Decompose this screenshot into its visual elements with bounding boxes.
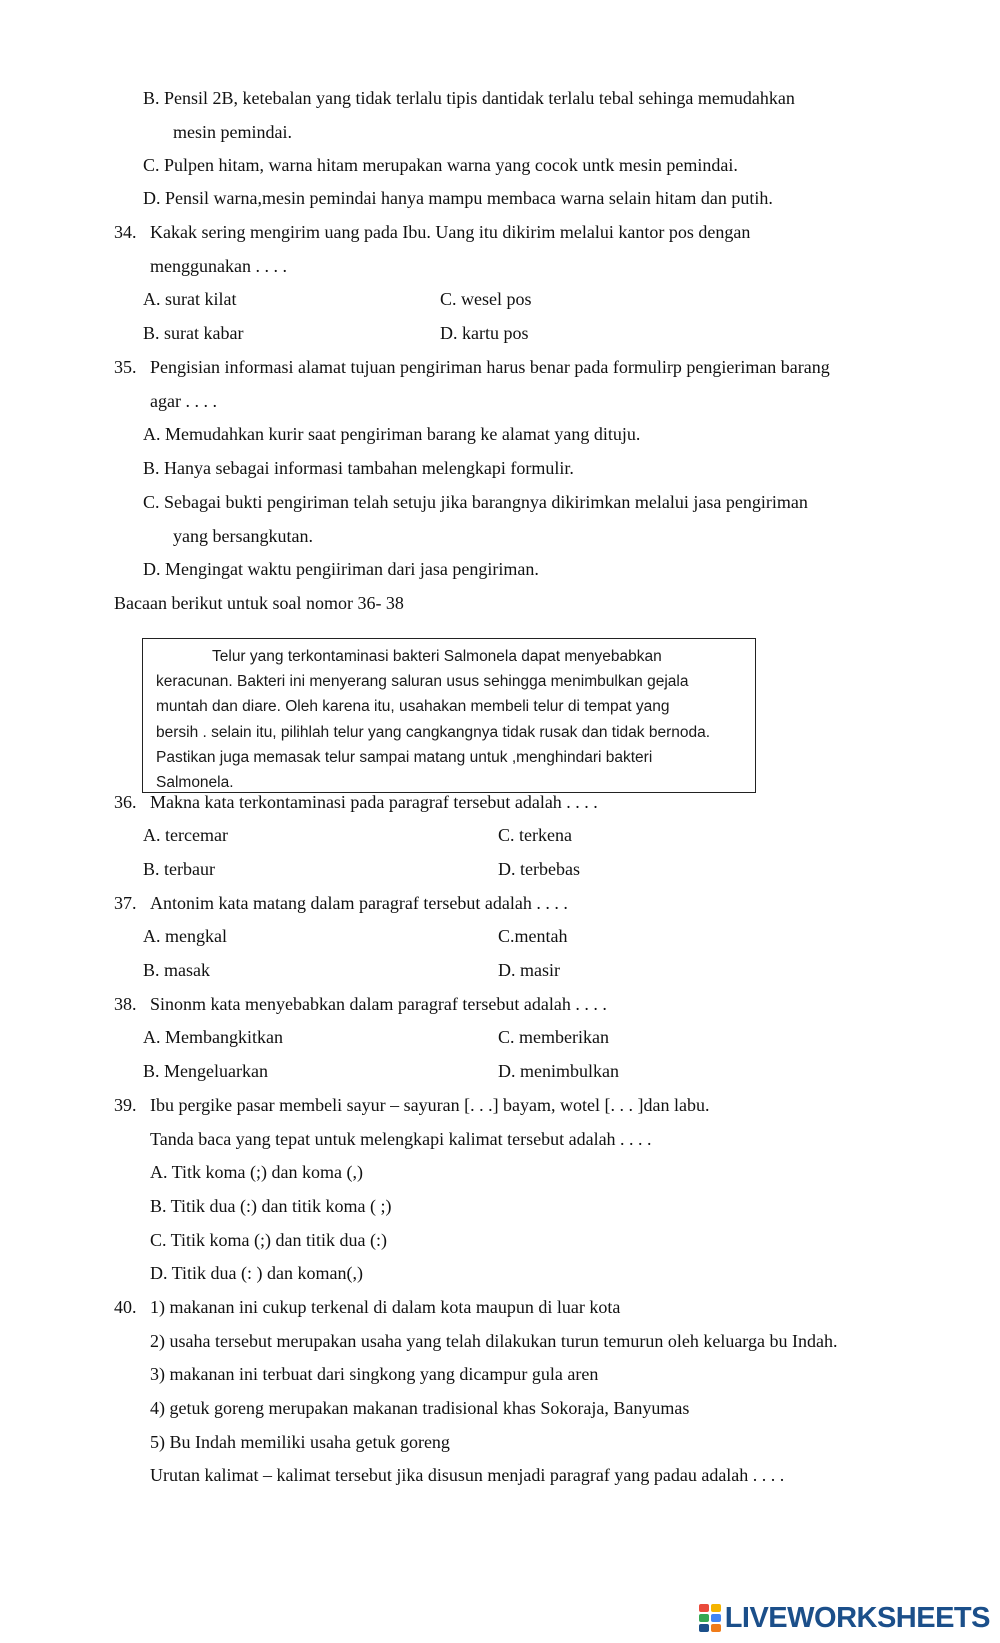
q36-number: 36. — [114, 792, 137, 812]
q33-option-b: B. Pensil 2B, ketebalan yang tidak terlalu tipis dantidak terlalu tebal sehinga memudahkan — [143, 88, 795, 108]
q35-option-a: A. Memudahkan kurir saat pengiriman barang ke alamat yang dituju. — [143, 424, 641, 444]
q35-option-d: D. Mengingat waktu pengiiriman dari jasa pengiriman. — [143, 559, 539, 579]
q33-option-d: D. Pensil warna,mesin pemindai hanya mampu membaca warna selain hitam dan putih. — [143, 188, 773, 208]
passage-line: Telur yang terkontaminasi bakteri Salmonela dapat menyebabkan — [212, 648, 662, 665]
q38-text: Sinonm kata menyebabkan dalam paragraf tersebut adalah . . . . — [150, 994, 607, 1014]
q34-text: Kakak sering mengirim uang pada Ibu. Uang itu dikirim melalui kantor pos dengan — [150, 222, 751, 242]
q33-option-c: C. Pulpen hitam, warna hitam merupakan warna yang cocok untk mesin pemindai. — [143, 155, 738, 175]
q40-sentence-2: 2) usaha tersebut merupakan usaha yang telah dilakukan turun temurun oleh keluarga bu Indah. — [150, 1331, 838, 1351]
q34-option-d: D. kartu pos — [440, 323, 529, 343]
q38-number: 38. — [114, 994, 137, 1014]
q40-sentence-5: 5) Bu Indah memiliki usaha getuk goreng — [150, 1432, 450, 1452]
liveworksheets-icon — [699, 1604, 721, 1632]
q37-option-d: D. masir — [498, 960, 560, 980]
q34-option-b: B. surat kabar — [143, 323, 244, 343]
reading-passage — [156, 644, 750, 795]
q39-number: 39. — [114, 1095, 137, 1115]
logo-tile — [711, 1624, 721, 1632]
q40-sentence-1: 1) makanan ini cukup terkenal di dalam kota maupun di luar kota — [150, 1297, 621, 1317]
brand-name: LIVEWORKSHEETS — [724, 1601, 990, 1634]
q40-question: Urutan kalimat – kalimat tersebut jika disusun menjadi paragraf yang padau adalah . . . . — [150, 1465, 785, 1485]
q37-text: Antonim kata matang dalam paragraf tersebut adalah . . . . — [150, 893, 568, 913]
q40-sentence-4: 4) getuk goreng merupakan makanan tradisional khas Sokoraja, Banyumas — [150, 1398, 690, 1418]
passage-line: Salmonela. — [156, 774, 234, 792]
reading-intro: Bacaan berikut untuk soal nomor 36- 38 — [114, 593, 404, 613]
q35-option-c: C. Sebagai bukti pengiriman telah setuju jika barangnya dikirimkan melalui jasa pengiriman — [143, 492, 808, 512]
q40-number: 40. — [114, 1297, 137, 1317]
q36-option-a: A. tercemar — [143, 825, 228, 845]
q35-option-b: B. Hanya sebagai informasi tambahan melengkapi formulir. — [143, 458, 574, 478]
q35-text-cont: agar . . . . — [150, 391, 217, 411]
q37-option-b: B. masak — [143, 960, 210, 980]
q39-text-cont: Tanda baca yang tepat untuk melengkapi kalimat tersebut adalah . . . . — [150, 1129, 652, 1149]
q34-option-a: A. surat kilat — [143, 289, 237, 309]
q38-option-a: A. Membangkitkan — [143, 1027, 283, 1047]
q36-option-b: B. terbaur — [143, 859, 215, 879]
q34-option-c: C. wesel pos — [440, 289, 532, 309]
q38-option-b: B. Mengeluarkan — [143, 1061, 268, 1081]
logo-tile — [699, 1604, 709, 1612]
passage-line: muntah dan diare. Oleh karena itu, usahakan membeli telur di tempat yang — [156, 698, 670, 716]
q38-option-d: D. menimbulkan — [498, 1061, 619, 1081]
passage-line: bersih . selain itu, pilihlah telur yang cangkangnya tidak rusak dan tidak bernoda. — [156, 723, 711, 741]
logo-tile — [699, 1624, 709, 1632]
q36-option-d: D. terbebas — [498, 859, 580, 879]
q39-option-d: D. Titik dua (: ) dan koman(,) — [150, 1263, 363, 1283]
logo-tile — [711, 1614, 721, 1622]
q34-number: 34. — [114, 222, 137, 242]
passage-line: keracunan. Bakteri ini menyerang saluran usus sehingga menimbulkan gejala — [156, 673, 689, 691]
q35-number: 35. — [114, 357, 137, 377]
q35-option-c-cont: yang bersangkutan. — [173, 526, 313, 546]
q39-option-c: C. Titik koma (;) dan titik dua (:) — [150, 1230, 387, 1250]
q36-text: Makna kata terkontaminasi pada paragraf tersebut adalah . . . . — [150, 792, 598, 812]
q40-sentence-3: 3) makanan ini terbuat dari singkong yang dicampur gula aren — [150, 1364, 599, 1384]
q38-option-c: C. memberikan — [498, 1027, 609, 1047]
q37-number: 37. — [114, 893, 137, 913]
logo-tile — [711, 1604, 721, 1612]
q39-option-a: A. Titk koma (;) dan koma (,) — [150, 1162, 363, 1182]
liveworksheets-logo — [699, 1601, 990, 1635]
q39-text: Ibu pergike pasar membeli sayur – sayuran [. . .] bayam, wotel [. . . ]dan labu. — [150, 1095, 710, 1115]
q36-option-c: C. terkena — [498, 825, 572, 845]
q33-option-b-cont: mesin pemindai. — [173, 122, 292, 142]
q35-text: Pengisian informasi alamat tujuan pengiriman harus benar pada formulirp pengieriman barang — [150, 357, 830, 377]
q37-option-c: C.mentah — [498, 926, 568, 946]
q37-option-a: A. mengkal — [143, 926, 227, 946]
q34-text-cont: menggunakan . . . . — [150, 256, 287, 276]
q39-option-b: B. Titik dua (:) dan titik koma ( ;) — [150, 1196, 392, 1216]
logo-tile — [699, 1614, 709, 1622]
passage-line: Pastikan juga memasak telur sampai matang untuk ,menghindari bakteri — [156, 748, 653, 766]
